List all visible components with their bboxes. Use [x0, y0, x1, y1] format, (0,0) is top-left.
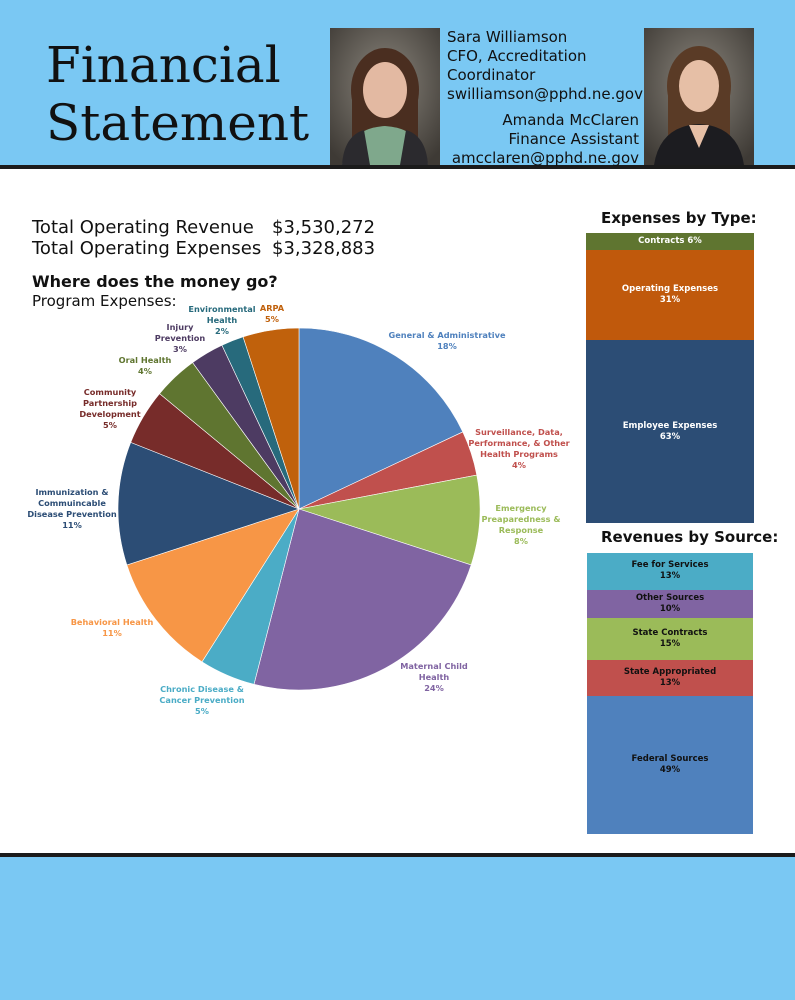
- contact-name: Sara Williamson: [447, 28, 568, 46]
- stack-segment: State Appropriated 13%: [587, 660, 753, 697]
- pie-slice-label: Maternal Child Health 24%: [400, 661, 468, 693]
- pie-slice-label: Environmental Health 2%: [188, 304, 256, 336]
- program-expenses-label: Program Expenses:: [32, 292, 177, 310]
- expenses-by-type-bar: [586, 233, 754, 523]
- stack-segment: Operating Expenses 31%: [586, 250, 754, 340]
- pie-slice-label: Behavioral Health 11%: [70, 617, 154, 638]
- pie-slice-label: ARPA 5%: [259, 303, 285, 324]
- pie-slice-label: Surveillance, Data, Performance, & Other Health Programs 4%: [468, 427, 570, 470]
- revenue-value: $3,530,272: [272, 217, 376, 238]
- stack-segment: Contracts 6%: [586, 233, 754, 250]
- stack-segment: Federal Sources 49%: [587, 696, 753, 834]
- contact-name: Amanda McClaren: [502, 111, 639, 129]
- revenues-by-source-bar: [587, 553, 753, 834]
- contact-sara: [447, 28, 643, 104]
- pie-slice-label: Emergency Preaparedness & Response 8%: [481, 503, 561, 546]
- section-question: Where does the money go?: [32, 272, 278, 291]
- amanda-mcclaren-photo: [644, 28, 754, 165]
- revenue-label: Total Operating Revenue: [32, 217, 254, 238]
- title-line-2: Statement: [46, 94, 310, 152]
- contact-role: CFO, Accreditation: [447, 47, 587, 65]
- revenues-by-source-title: Revenues by Source:: [601, 528, 779, 546]
- totals-block: [32, 217, 375, 259]
- stack-segment: Fee for Services 13%: [587, 553, 753, 590]
- pie-slice-label: General & Administrative 18%: [388, 330, 506, 351]
- expenses-by-type-title: Expenses by Type:: [601, 209, 757, 227]
- header-divider: [0, 165, 795, 169]
- sara-williamson-photo: [330, 28, 440, 165]
- contact-email[interactable]: swilliamson@pphd.ne.gov: [447, 85, 643, 103]
- page-title: [46, 36, 309, 152]
- stack-segment: Other Sources 10%: [587, 590, 753, 618]
- pie-slice-label: Immunization & Commuincable Disease Prevention 11%: [27, 487, 117, 530]
- contact-role: Coordinator: [447, 66, 536, 84]
- revenue-row: [32, 217, 375, 238]
- contact-role: Finance Assistant: [508, 130, 639, 148]
- contact-email[interactable]: amcclaren@pphd.ne.gov: [451, 149, 639, 167]
- stack-segment: State Contracts 15%: [587, 618, 753, 660]
- pie-slice-label: Injury Prevention 3%: [154, 322, 206, 354]
- expenses-value: $3,328,883: [272, 238, 376, 259]
- footer-band: [0, 857, 795, 1000]
- expenses-row: [32, 238, 375, 259]
- stack-segment: Employee Expenses 63%: [586, 340, 754, 523]
- pie-slice-label: Community Partnership Development 5%: [79, 387, 141, 430]
- expenses-label: Total Operating Expenses: [32, 238, 262, 259]
- pie-slice-label: Oral Health 4%: [118, 355, 172, 376]
- title-line-1: Financial: [46, 36, 281, 94]
- contact-amanda: [452, 111, 639, 168]
- pie-slice-label: Chronic Disease & Cancer Prevention 5%: [159, 684, 245, 716]
